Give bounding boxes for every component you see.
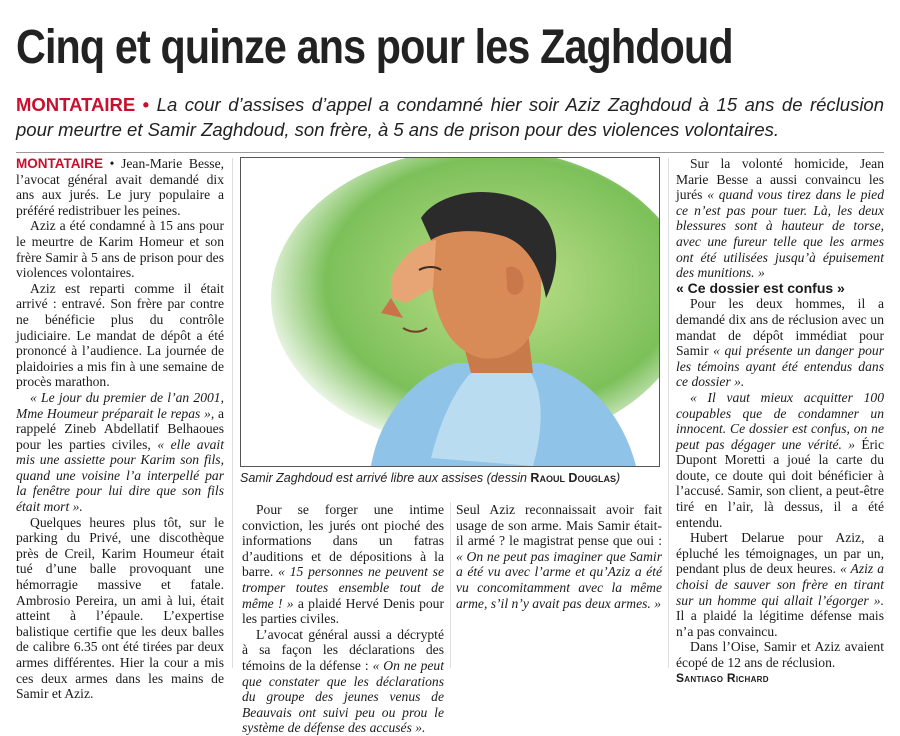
- article-column-1: [16, 156, 224, 702]
- headline: Cinq et quinze ans pour les Zaghdoud: [16, 21, 733, 74]
- photo-credit: Raoul Douglas: [530, 471, 616, 485]
- column-divider: [668, 158, 669, 668]
- paragraph-text: Pour les deux hommes, il a demandé dix ans de réclusion avec un mandat de dépôt immédiat pour Samir: [676, 296, 884, 359]
- paragraph-text: Sur la volonté homicide, Jean Marie Besse a aussi convaincu les jurés: [676, 156, 884, 203]
- paragraph-text: Pour se forger une intime conviction, les jurés ont pioché des informations dans un fatras d’auditions et de dépositions à la barre.: [242, 502, 444, 580]
- quote: « Le jour du premier de l’an 2001, Mme Houmeur préparait le repas »: [16, 389, 224, 421]
- column-divider: [232, 158, 233, 668]
- paragraph-text: L’avocat général aussi a décrypté à sa façon les déclarations des témoins de la défense :: [242, 626, 444, 673]
- paragraph: [676, 296, 884, 390]
- paragraph: Aziz est reparti comme il était arrivé : entravé. Son frère par contre ne bénéficie plus du contrôle judiciaire. Le mandat de dépôt a été prononcé à l’audience. La journée de plaidoiries a mis fin à une semaine de procès marathon.: [16, 280, 224, 390]
- paragraph-text: • Jean-Marie Besse, l’avocat général avait demandé dix ans aux jurés. Le jury populaire a préféré redistribuer les peines.: [16, 156, 225, 218]
- lede-kicker: MONTATAIRE •: [16, 94, 150, 115]
- lede: [16, 92, 884, 142]
- quote: « qui présente un danger pour les témoins ayant été entendus dans ce dossier ».: [676, 343, 884, 390]
- subhead: « Ce dossier est confus »: [676, 279, 845, 296]
- paragraph: Aziz a été condamné à 15 ans pour le meurtre de Karim Homeur et son frère Samir à 5 ans de prison pour des violences volontaires.: [16, 218, 224, 281]
- column-divider: [450, 502, 451, 668]
- article-kicker: MONTATAIRE: [16, 156, 103, 171]
- article-column-2: [242, 502, 444, 736]
- paragraph: Quelques heures plus tôt, sur le parking du Privé, une discothèque près de Creil, Karim Houmeur était tué d’une balle provoquant une hémorragie massive et fatale. Ambrosio Pereira, un ami à lui, était atteint à l’épaule. L’expertise balistique certifie que les deux balles de calibre 6.35 ont été tirées par deux armes différentes. Hier la cour a mis ces deux armes dans les mains de Samir et Aziz.: [16, 514, 224, 702]
- quote: « 15 personnes ne peuvent se tromper toutes ensemble tout de même ! »: [242, 564, 444, 611]
- lede-text: La cour d’assises d’appel a condamné hier soir Aziz Zaghdoud à 15 ans de réclusion pour meurtre et Samir Zaghdoud, son frère, à 5 ans de prison pour des violences volontaires.: [16, 94, 885, 140]
- header-rule: [16, 152, 884, 153]
- caption-end: ): [615, 471, 621, 485]
- quote: « On ne peut pas imaginer que Samir a été vu avec l’arme et qu’Aziz a été vu concomitamment avec la même arme, s’il n’y avait pas deux armes. »: [456, 548, 662, 611]
- caption-text: Samir Zaghdoud est arrivé libre aux assises (dessin: [240, 471, 527, 485]
- paragraph-text: Il a plaidé la légitime défense mais n’a pas convaincu.: [676, 608, 884, 639]
- paragraph-text: Éric Dupont Moretti a joué la carte du doute, ce doute qui doit bénéficier à l’accusé. Samir, son client, a peut-être tiré en l’air, là dessus, il a été entendu.: [676, 436, 884, 530]
- quote: « On ne peut que constater que les déclarations du groupe des jeunes venus de Beauvais ont suivi peu ou prou le système de défense des accusés ».: [242, 657, 444, 736]
- paragraph-text: , a rappelé Zineb Abdellatif Belhaoues pour les parties civiles,: [16, 405, 224, 452]
- paragraph: [676, 156, 884, 281]
- paragraph: [456, 502, 662, 611]
- paragraph: [676, 390, 884, 530]
- quote: « Aziz a choisi de sauver son frère en tirant sur un homme qui allait l’égorger ».: [676, 561, 885, 608]
- paragraph-text: Seul Aziz reconnaissait avoir fait usage de son arme. Mais Samir était-il armé ? le magistrat pense que oui :: [456, 502, 662, 549]
- article-column-4: [676, 156, 884, 686]
- paragraph: [16, 156, 224, 218]
- photo-caption: [240, 470, 660, 486]
- quote: « elle avait mis une assiette pour Karim son fils, quand une voisine l’a interpellé par la fenêtre pour lui dire que son fils était mort ».: [16, 436, 224, 515]
- paragraph: [242, 502, 444, 627]
- quote: « Il vaut mieux acquitter 100 coupables que de condamner un innocent. Ce dossier est confus, on ne peut pas dégager une vérité. »: [676, 389, 884, 452]
- paragraph: Dans l’Oise, Samir et Aziz avaient écopé de 12 ans de réclusion.: [676, 639, 884, 670]
- paragraph: [676, 530, 884, 639]
- author-signature: Santiago Richard: [676, 670, 769, 685]
- article-column-3: [456, 502, 662, 611]
- paragraph: [242, 627, 444, 736]
- quote: « quand vous tirez dans le pied ce n’est pas pour tuer. Là, les deux blessures sont à hauteur de torse, avec une fureur telle que les armes ont été utilisées jusqu’à épuisement des munitions. »: [676, 187, 884, 281]
- courtroom-sketch-photo: [240, 157, 660, 467]
- portrait-sketch-icon: [241, 158, 659, 466]
- paragraph-text: a plaidé Hervé Denis pour les parties civiles.: [242, 595, 444, 627]
- paragraph-text: Hubert Delarue pour Aziz, a épluché les témoignages, un par un, pendant plus de deux heures.: [676, 530, 884, 577]
- paragraph: [16, 390, 224, 515]
